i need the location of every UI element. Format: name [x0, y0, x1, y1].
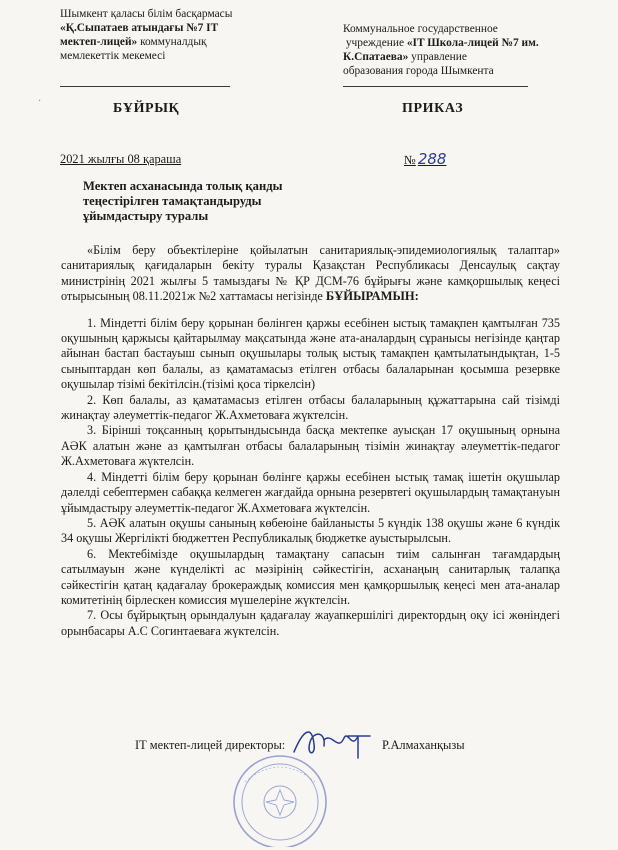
header-ru-line-2-plain: учреждение [345, 37, 407, 49]
school-name-kz: «Қ.Сыпатаев атындағы №7 ІТ [60, 22, 219, 34]
header-ru-line-3 [343, 50, 598, 64]
header-kz-line-1: Шымкент қаласы білім басқармасы [60, 8, 233, 20]
school-type-kz: мектеп-лицей» [60, 36, 138, 48]
header-kz-line-3-rest: коммуналдық [137, 36, 207, 48]
header-russian [343, 22, 598, 78]
header-kz-underline [60, 86, 230, 87]
scan-speck: · [38, 96, 42, 107]
header-kz-line-2 [60, 21, 285, 35]
director-signature [286, 722, 381, 762]
preamble-text: «Білім беру объектілеріне қойылатын санитариялық-эпидемиологиялық талаптар» санитариялық қағидаларын бекіту туралы Қазақстан Республикасы Денсаулық сақтау министрінің 2021 жылғы 5 тамыздағы № ҚР ДСМ-76 бұйрығы және камқоршылық кеңесі отырысының 08.11.2021ж №2 хаттамасы негізінде [61, 243, 560, 304]
order-point: 7. Осы бұйрықтың орындалуын қадағалау жауапкершілігі директордың оқу ісі жөніндегі орынбасары А.С Согинтаеваға жүктелсін. [61, 608, 560, 638]
order-point: 3. Бірінші тоқсанның қорытындысында басқа мектепке ауысқан 17 оқушының орнына АӘК алатын және аз қамтылған отбасы балаларының тізімін жинақтау әлеуметтік-педагог Ж.Ахметоваға жүктелсін. [61, 423, 560, 469]
order-subject [83, 179, 333, 224]
header-ru-line-2 [343, 36, 598, 50]
number-sign: № [404, 153, 416, 167]
header-ru-line-1: Коммунальное государственное [343, 23, 498, 35]
subject-line-2: теңестірілген тамақтандыруды [83, 194, 262, 208]
header-kz-line-3 [60, 35, 285, 49]
order-date: 2021 жылғы 08 қараша [60, 152, 182, 166]
order-point: 1. Міндетті білім беру қорынан бөлінген қаржы есебінен ыстық тамақпен қамтылған 735 оқушының қаржысы қайтарылмау мақсатында және ата-аналардың сұранысы негізінде қаңтар айынан бастап бастауыш сынып оқушылары толық ыстық тамақпен қамтылатындықтан, 1-5 сыныптардан көп балалы, аз қаматамасыз етілген отбасы балаларынан қосымша резервке оқушылар тізімі бекітілсін.(тізімі қоса тіркелсін) [61, 315, 560, 392]
order-point: 5. АӘК алатын оқушы санының көбеюіне байланысты 5 күндік 138 оқушы және 6 күндік 34 оқушы Жергілікті бюджеттен Республикалық бюджетке ауыстырылсын. [61, 515, 560, 546]
header-ru-line-4: образования города Шымкента [343, 65, 494, 77]
signatory-title: ІТ мектеп-лицей директоры: [135, 738, 286, 752]
order-title-russian: ПРИКАЗ [402, 101, 464, 116]
handwritten-order-number: 288 [417, 150, 447, 168]
header-kz-line-4: мемлекеттік мекемесі [60, 50, 166, 62]
header-ru-line-3-rest: управление [408, 51, 467, 63]
header-ru-underline [343, 86, 528, 87]
school-name-ru: «IT Школа-лицей №7 им. [406, 37, 539, 49]
order-point: 4. Міндетті білім беру қорынан бөлінге қаржы есебінен ыстық тамақ ішетін оқушылар дәлелді себептермен сабаққа келмеген жағдайда орнына резервтегі оқушылардың тамақтануын ұйымдастыру әлеуметтік-педагог Ж.Ахметоваға жүктелсін. [61, 469, 560, 515]
subject-line-1: Мектеп асханасында толық қанды [83, 179, 283, 193]
preamble [61, 243, 560, 305]
order-body [61, 243, 560, 639]
order-point: 2. Көп балалы, аз қаматамасыз етілген отбасы балаларының құжаттарына сай тізімді жинақтау әлеуметтік-педагог Ж.Ахметоваға жүктелсін. [61, 392, 560, 423]
order-number [404, 150, 446, 168]
subject-line-3: ұйымдастыру туралы [83, 209, 209, 223]
order-title-kazakh: БҰЙРЫҚ [113, 101, 180, 116]
order-point: 6. Мектебімізде оқушылардың тамақтану сапасын тиім салынған тағамдардың сатылмауын және күнделікті ас мәзірінің сәйкестігін, асханаңың санитарлық талапқа сәйкестігін қатаң қадағалау брокераждық комиссия мен қамқоршылық кеңесі мен ата-аналар комитетінің бірлескен комиссия мүшелеріне жүктелсін. [61, 546, 560, 607]
decree-word: БҰЙЫРАМЫН: [325, 289, 419, 304]
school-name-ru-2: К.Спатаева» [343, 51, 409, 63]
header-kazakh [60, 7, 285, 63]
signatory-name: Р.Алмаханқызы [382, 738, 465, 752]
